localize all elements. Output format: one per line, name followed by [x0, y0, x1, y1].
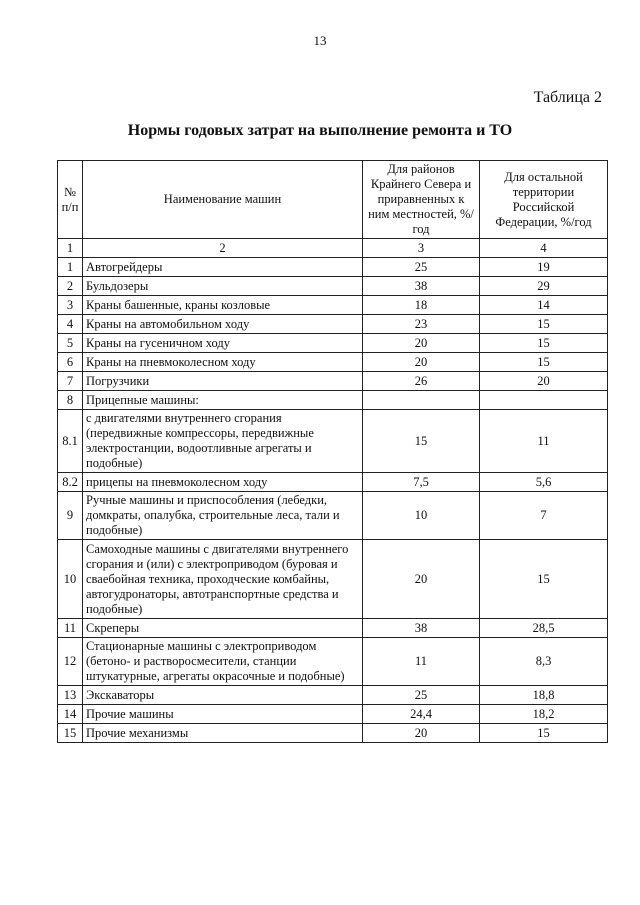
- row-name: Скреперы: [83, 619, 363, 638]
- row-name: Прочие механизмы: [83, 724, 363, 743]
- row-north-value: 20: [363, 353, 480, 372]
- row-number: 9: [58, 492, 83, 540]
- table-row: [58, 638, 608, 686]
- row-number: 14: [58, 705, 83, 724]
- row-name: Самоходные машины с двигателями внутреннего сгорания и (или) с электроприводом (буровая и сваебойная техника, проходческие комбайны, автогудронаторы, автотранспортные средства и подобные): [83, 540, 363, 619]
- table-row: [58, 391, 608, 410]
- row-number: 1: [58, 258, 83, 277]
- row-north-value: 20: [363, 724, 480, 743]
- document-title: Нормы годовых затрат на выполнение ремонта и ТО: [127, 122, 513, 139]
- row-other-value: 18,8: [480, 686, 608, 705]
- row-number: 2: [58, 277, 83, 296]
- row-name: Ручные машины и приспособления (лебедки, домкраты, опалубка, строительные леса, тали и подобные): [83, 492, 363, 540]
- row-number: 8: [58, 391, 83, 410]
- row-number: 4: [58, 315, 83, 334]
- row-other-value: 28,5: [480, 619, 608, 638]
- row-number: 10: [58, 540, 83, 619]
- row-name: Краны на гусеничном ходу: [83, 334, 363, 353]
- index-cell: 1: [58, 239, 83, 258]
- row-name: Автогрейдеры: [83, 258, 363, 277]
- row-north-value: 18: [363, 296, 480, 315]
- row-name: Бульдозеры: [83, 277, 363, 296]
- table-row: [58, 492, 608, 540]
- index-cell: 4: [480, 239, 608, 258]
- header-other: Для остальной территории Российской Федерации, %/год: [480, 161, 608, 239]
- row-other-value: 5,6: [480, 473, 608, 492]
- table-row: [58, 540, 608, 619]
- index-cell: 2: [83, 239, 363, 258]
- row-other-value: 14: [480, 296, 608, 315]
- row-north-value: 10: [363, 492, 480, 540]
- row-north-value: 25: [363, 258, 480, 277]
- table-row: [58, 619, 608, 638]
- row-number: 7: [58, 372, 83, 391]
- row-other-value: 11: [480, 410, 608, 473]
- header-name: Наименование машин: [83, 161, 363, 239]
- row-name: Прицепные машины:: [83, 391, 363, 410]
- row-number: 6: [58, 353, 83, 372]
- row-other-value: 15: [480, 353, 608, 372]
- row-name: Краны башенные, краны козловые: [83, 296, 363, 315]
- norms-table: [57, 160, 608, 743]
- row-name: Экскаваторы: [83, 686, 363, 705]
- column-index-row: [58, 239, 608, 258]
- row-number: 8.1: [58, 410, 83, 473]
- page-number: 13: [313, 33, 327, 48]
- table-row: [58, 473, 608, 492]
- row-other-value: 15: [480, 724, 608, 743]
- table-row: [58, 277, 608, 296]
- row-name: Погрузчики: [83, 372, 363, 391]
- table-row: [58, 334, 608, 353]
- table-row: [58, 686, 608, 705]
- row-other-value: 20: [480, 372, 608, 391]
- row-name: Прочие машины: [83, 705, 363, 724]
- row-north-value: 11: [363, 638, 480, 686]
- row-number: 13: [58, 686, 83, 705]
- table-header-row: [58, 161, 608, 239]
- table-row: [58, 353, 608, 372]
- row-number: 8.2: [58, 473, 83, 492]
- row-north-value: 26: [363, 372, 480, 391]
- row-north-value: 25: [363, 686, 480, 705]
- row-other-value: 19: [480, 258, 608, 277]
- row-other-value: 29: [480, 277, 608, 296]
- row-number: 12: [58, 638, 83, 686]
- row-number: 3: [58, 296, 83, 315]
- row-number: 5: [58, 334, 83, 353]
- table-row: [58, 705, 608, 724]
- row-north-value: 38: [363, 277, 480, 296]
- header-north: Для районов Крайнего Севера и приравненных к ним местностей, %/год: [363, 161, 480, 239]
- index-cell: 3: [363, 239, 480, 258]
- row-name: Стационарные машины с электроприводом (бетоно- и растворосмесители, станции штукатурные, агрегаты окрасочные и подобные): [83, 638, 363, 686]
- row-other-value: 15: [480, 315, 608, 334]
- table-row: [58, 724, 608, 743]
- row-name: Краны на пневмоколесном ходу: [83, 353, 363, 372]
- row-number: 11: [58, 619, 83, 638]
- row-name: прицепы на пневмоколесном ходу: [83, 473, 363, 492]
- row-north-value: 20: [363, 334, 480, 353]
- row-name: Краны на автомобильном ходу: [83, 315, 363, 334]
- row-north-value: 20: [363, 540, 480, 619]
- header-num: № п/п: [58, 161, 83, 239]
- row-north-value: 23: [363, 315, 480, 334]
- row-north-value: 15: [363, 410, 480, 473]
- row-north-value: 7,5: [363, 473, 480, 492]
- row-other-value: 8,3: [480, 638, 608, 686]
- row-other-value: 18,2: [480, 705, 608, 724]
- row-other-value: 15: [480, 334, 608, 353]
- row-other-value: 15: [480, 540, 608, 619]
- row-north-value: 38: [363, 619, 480, 638]
- table-row: [58, 296, 608, 315]
- table-body: [58, 239, 608, 743]
- table-row: [58, 258, 608, 277]
- table-row: [58, 315, 608, 334]
- row-north-value: [363, 391, 480, 410]
- row-other-value: [480, 391, 608, 410]
- row-other-value: 7: [480, 492, 608, 540]
- row-north-value: 24,4: [363, 705, 480, 724]
- table-label: Таблица 2: [533, 89, 602, 106]
- row-number: 15: [58, 724, 83, 743]
- row-name: с двигателями внутреннего сгорания (передвижные компрессоры, передвижные электростанции, водоотливные агрегаты и подобные): [83, 410, 363, 473]
- table-row: [58, 410, 608, 473]
- table-row: [58, 372, 608, 391]
